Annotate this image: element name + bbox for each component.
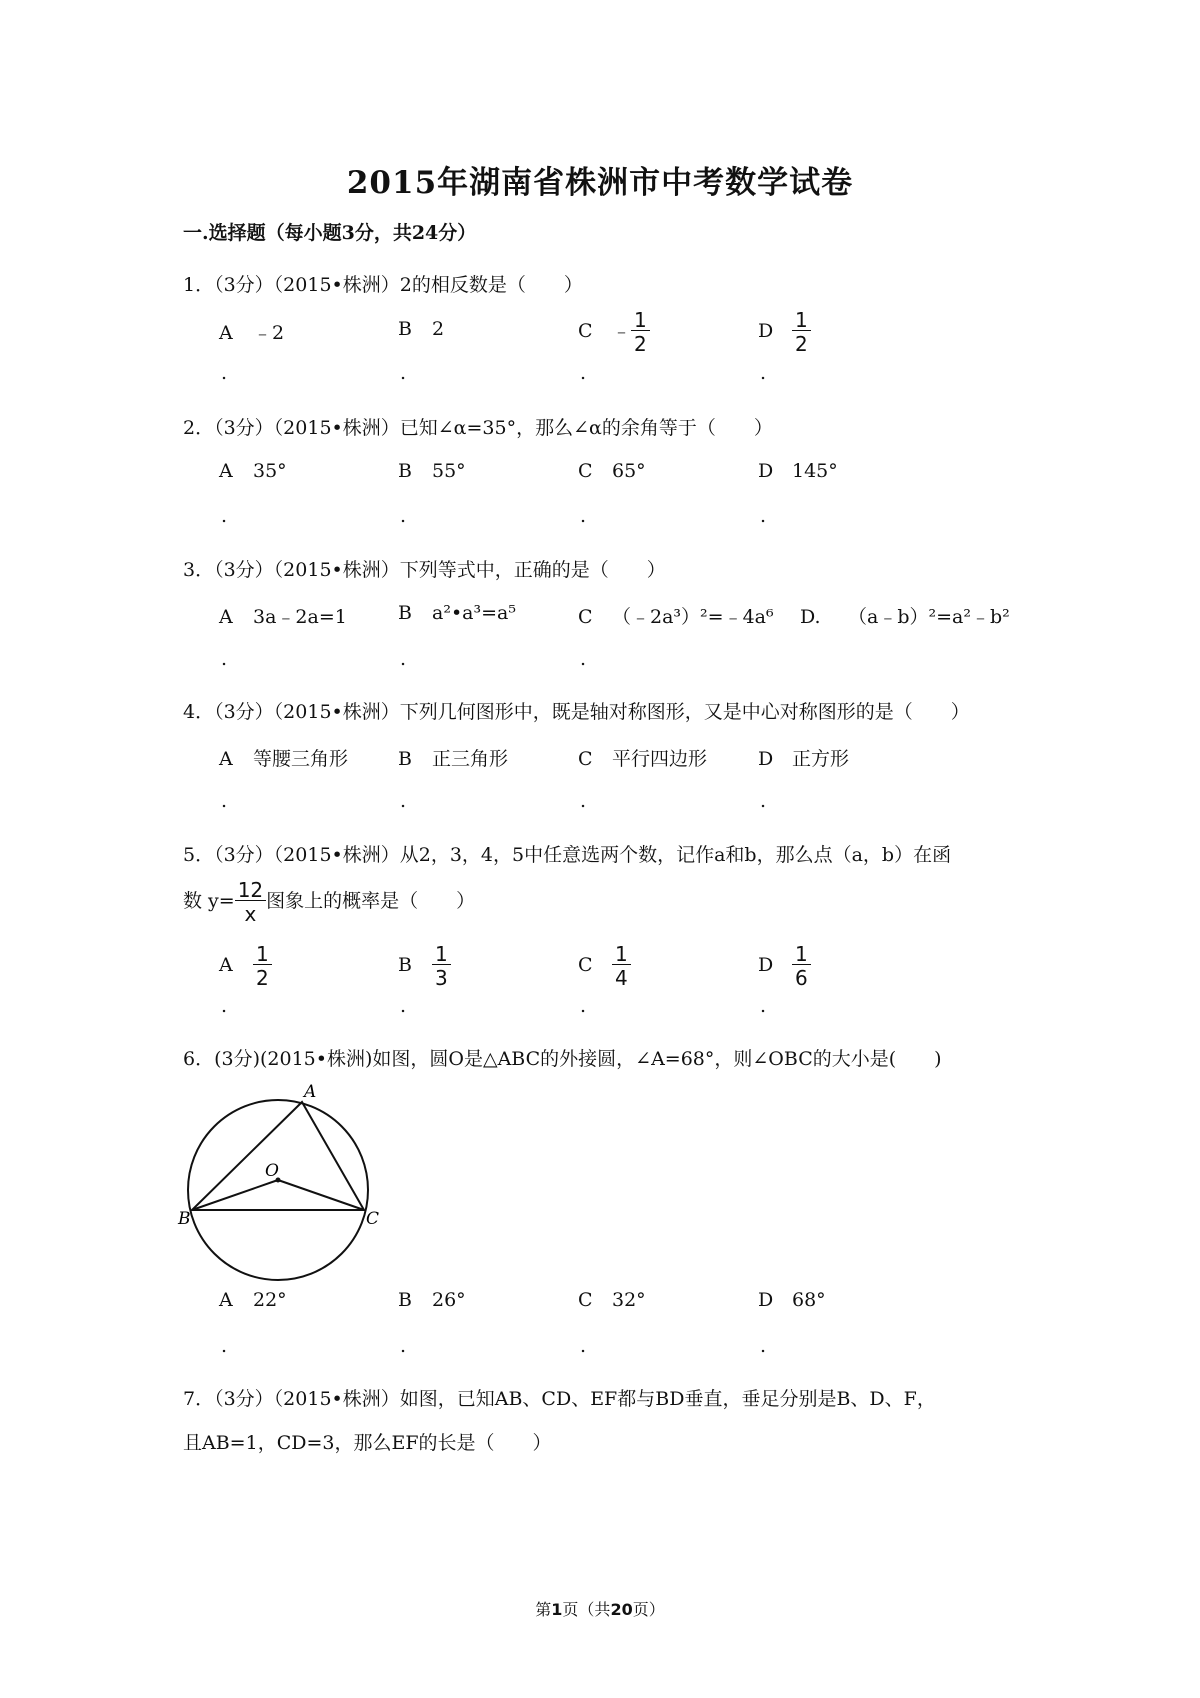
question-5-stem-line2: 数 y= $\frac{12}{x}$ 图象上的概率是（ ） [183,878,476,926]
circumcircle-figure [175,1080,395,1290]
label-o: O [265,1161,279,1181]
q4-option-a: A 等腰三角形 [219,748,349,770]
q3-option-a: A 3a﹣2a=1 [219,606,347,628]
option-dot: . [580,995,587,1017]
option-dot: . [580,790,587,812]
option-dot: . [221,1335,228,1357]
page-title: 2015年湖南省株洲市中考数学试卷 [346,165,854,201]
triangle-abc [192,1102,364,1210]
q2-option-b: B 55° [398,460,466,482]
fraction: $\frac{1}{4}$ [612,944,631,988]
label-a: A [304,1082,317,1102]
option-dot: . [580,1335,587,1357]
q3-option-d: D. （a﹣b）²=a²﹣b² [800,606,1010,628]
q1-option-c: C ﹣ $\frac{1}{2}$ [578,310,650,354]
segment-ob [192,1180,278,1210]
option-dot: . [400,505,407,527]
segment-oc [278,1180,364,1210]
q4-option-b: B 正三角形 [398,748,509,770]
q6-option-d: D 68° [758,1289,826,1311]
question-5-stem-line1: 5．（3分）（2015•株洲）从2，3，4，5中任意选两个数，记作a和b，那么点（a，b）在函 [183,844,952,866]
option-dot: . [221,790,228,812]
q3-option-b: B a²•a³=a⁵ [398,602,516,624]
fraction: $\frac{1}{2}$ [253,944,272,988]
q5-option-a: A $\frac{1}{2}$ [219,944,272,988]
q6-option-b: B 26° [398,1289,466,1311]
q4-option-d: D 正方形 [758,748,850,770]
q2-option-d: D 145° [758,460,838,482]
option-dot: . [760,995,767,1017]
option-dot: . [221,995,228,1017]
option-dot: . [580,648,587,670]
label-c: C [366,1209,380,1229]
q6-option-a: A 22° [219,1289,287,1311]
option-dot: . [400,995,407,1017]
option-dot: . [580,362,587,384]
q2-option-a: A 35° [219,460,287,482]
option-dot: . [221,505,228,527]
option-dot: . [400,362,407,384]
question-1-stem: 1．（3分）（2015•株洲）2的相反数是（ ） [183,274,583,296]
option-dot: . [760,362,767,384]
option-dot: . [221,362,228,384]
option-dot: . [400,1335,407,1357]
question-7-stem-line1: 7．（3分）（2015•株洲）如图，已知AB、CD、EF都与BD垂直，垂足分别是B、D、F， [183,1388,936,1410]
q5-option-d: D $\frac{1}{6}$ [758,944,811,988]
section-heading: 一.选择题（每小题3分，共24分） [183,222,477,244]
q2-option-c: C 65° [578,460,646,482]
question-6-stem: 6．(3分)(2015•株洲)如图，圆O是△ABC的外接圆，∠A=68°，则∠OBC的大小是( ) [183,1048,942,1070]
q1-option-a: A ﹣2 [219,322,285,344]
q3-option-c: C （﹣2a³）²=﹣4a⁶ [578,606,774,628]
fraction: $\frac{12}{x}$ [235,880,266,924]
fraction: $\frac{1}{2}$ [792,310,811,354]
option-dot: . [400,790,407,812]
fraction: $\frac{1}{6}$ [792,944,811,988]
option-dot: . [580,505,587,527]
question-2-stem: 2．（3分）（2015•株洲）已知∠α=35°，那么∠α的余角等于（ ） [183,417,773,439]
label-b: B [178,1209,191,1229]
option-dot: . [221,648,228,670]
circle-o [188,1100,368,1280]
question-3-stem: 3．（3分）（2015•株洲）下列等式中，正确的是（ ） [183,559,666,581]
fraction: $\frac{1}{2}$ [631,310,650,354]
q6-option-c: C 32° [578,1289,646,1311]
fraction: $\frac{1}{3}$ [432,944,451,988]
q5-option-c: C $\frac{1}{4}$ [578,944,631,988]
option-dot: . [760,1335,767,1357]
q5-option-b: B $\frac{1}{3}$ [398,944,451,988]
question-7-stem-line2: 且AB=1，CD=3，那么EF的长是（ ） [183,1432,552,1454]
option-dot: . [760,790,767,812]
q1-option-b: B 2 [398,318,445,340]
q1-option-d: D $\frac{1}{2}$ [758,310,811,354]
q4-option-c: C 平行四边形 [578,748,708,770]
option-dot: . [760,505,767,527]
option-dot: . [400,648,407,670]
question-4-stem: 4．（3分）（2015•株洲）下列几何图形中，既是轴对称图形，又是中心对称图形的是（ ） [183,701,970,723]
page-footer: 第1页（共20页） [535,1600,665,1619]
